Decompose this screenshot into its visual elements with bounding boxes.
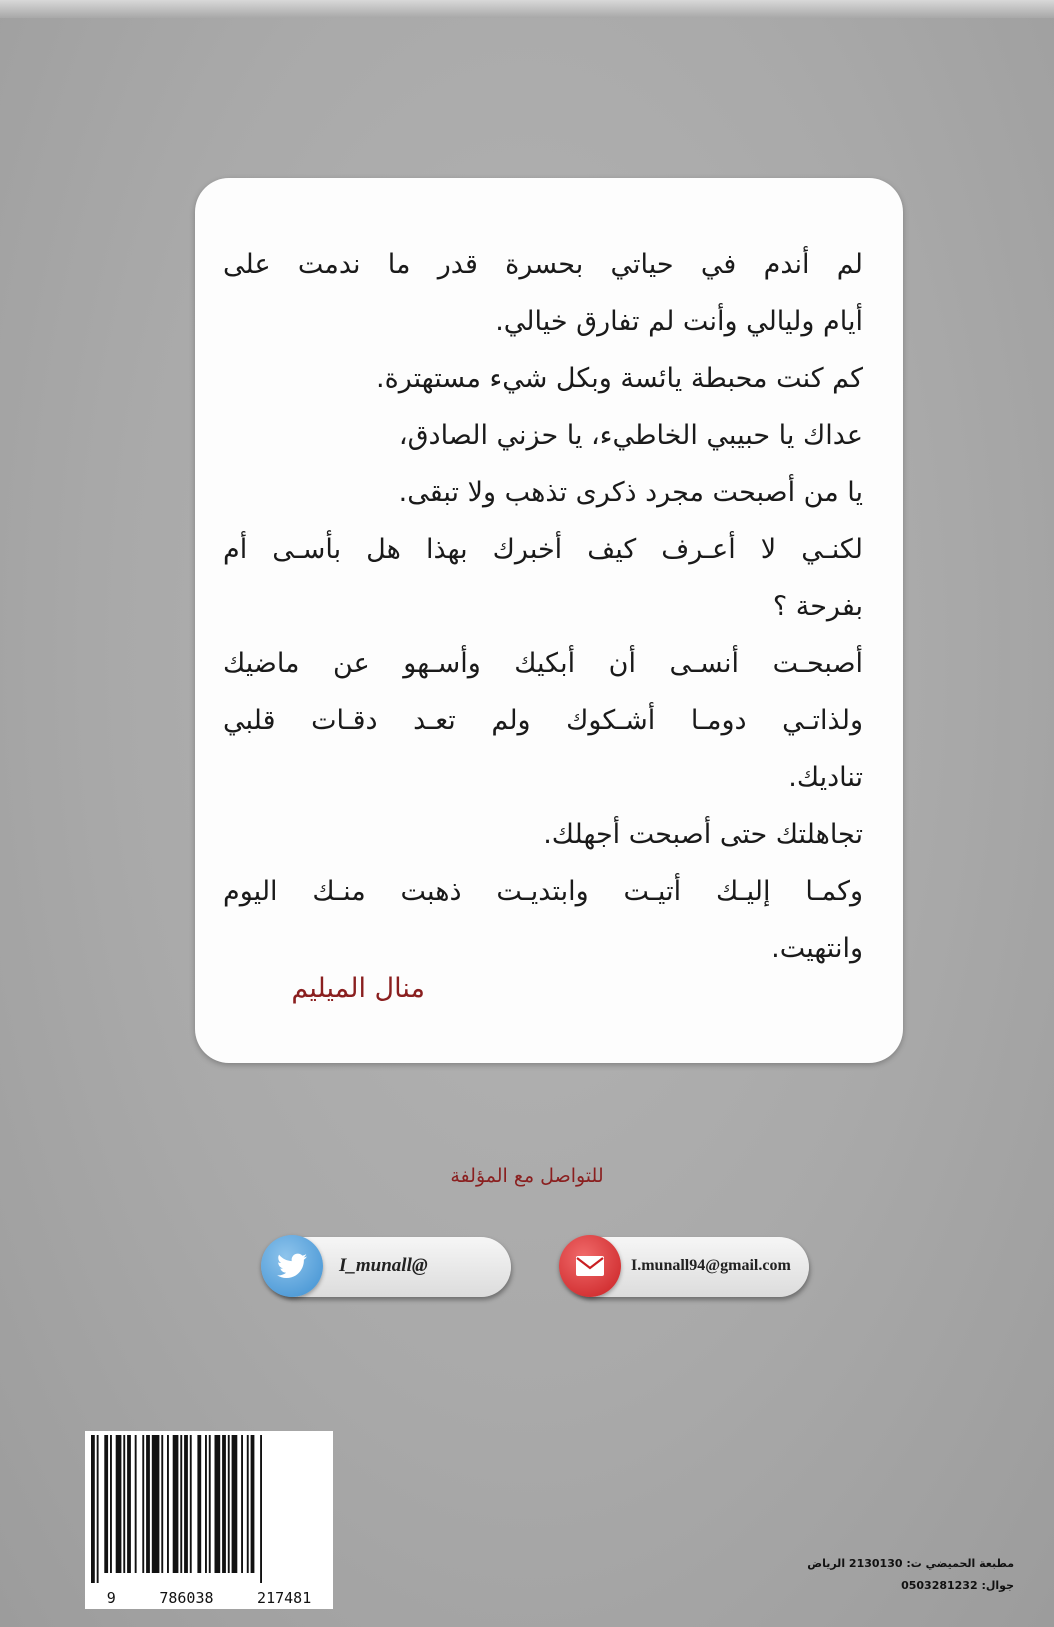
author-name: منال الميليم <box>291 973 425 1004</box>
printer-info <box>807 1553 1014 1597</box>
contact-title: للتواصل مع المؤلفة <box>450 1165 604 1187</box>
poem-line: لكنـي لا أعـرف كيف أخبرك بهذا هل بأسـى أم <box>223 534 863 565</box>
poem-line: كم كنت محبطة يائسة وبكل شيء مستهترة. <box>376 363 863 394</box>
isbn-digit-group: 217481 <box>257 1589 312 1607</box>
poem-card <box>195 178 903 1063</box>
isbn-barcode <box>85 1431 333 1609</box>
poem-line: أيام وليالي وأنت لم تفارق خيالي. <box>495 306 863 337</box>
poem-line: ولذاتـي دومـا أشـكوك ولم تعـد دقـات قلبي <box>223 705 863 736</box>
poem-line: بفرحة ؟ <box>772 591 863 622</box>
twitter-contact[interactable] <box>265 1237 511 1297</box>
poem-line: عداك يا حبيبي الخاطيء، يا حزني الصادق، <box>398 420 863 451</box>
email-address[interactable]: I.munall94@gmail.com <box>631 1257 791 1274</box>
barcode-bars <box>91 1435 327 1583</box>
twitter-icon <box>261 1235 323 1297</box>
poem-text <box>223 236 863 977</box>
isbn-digit-group: 786038 <box>159 1589 214 1607</box>
printer-line: مطبعة الحميضي ت: 2130130 الرياض <box>807 1557 1014 1570</box>
poem-line: يا من أصبحت مجرد ذكرى تذهب ولا تبقى. <box>398 477 863 508</box>
poem-line: وكمـا إليـك أتيـت وابتديـت ذهبت منـك اليوم <box>223 876 863 907</box>
email-contact[interactable] <box>563 1237 809 1297</box>
page-top-edge <box>0 0 1054 18</box>
poem-line: أصبحـت أنسـى أن أبكيك وأسـهو عن ماضيك <box>223 648 863 679</box>
isbn-number <box>85 1589 333 1607</box>
poem-line: تناديك. <box>788 762 863 793</box>
isbn-digit-group: 9 <box>106 1589 116 1607</box>
envelope-icon <box>559 1235 621 1297</box>
twitter-handle[interactable]: I_munall@ <box>339 1255 428 1276</box>
printer-phone: جوال: 0503281232 <box>901 1579 1014 1592</box>
poem-line: لم أندم في حياتي بحسرة قدر ما ندمت على <box>223 249 863 280</box>
poem-line: تجاهلتك حتى أصبحت أجهلك. <box>543 819 863 850</box>
poem-line: وانتهيت. <box>771 933 863 964</box>
